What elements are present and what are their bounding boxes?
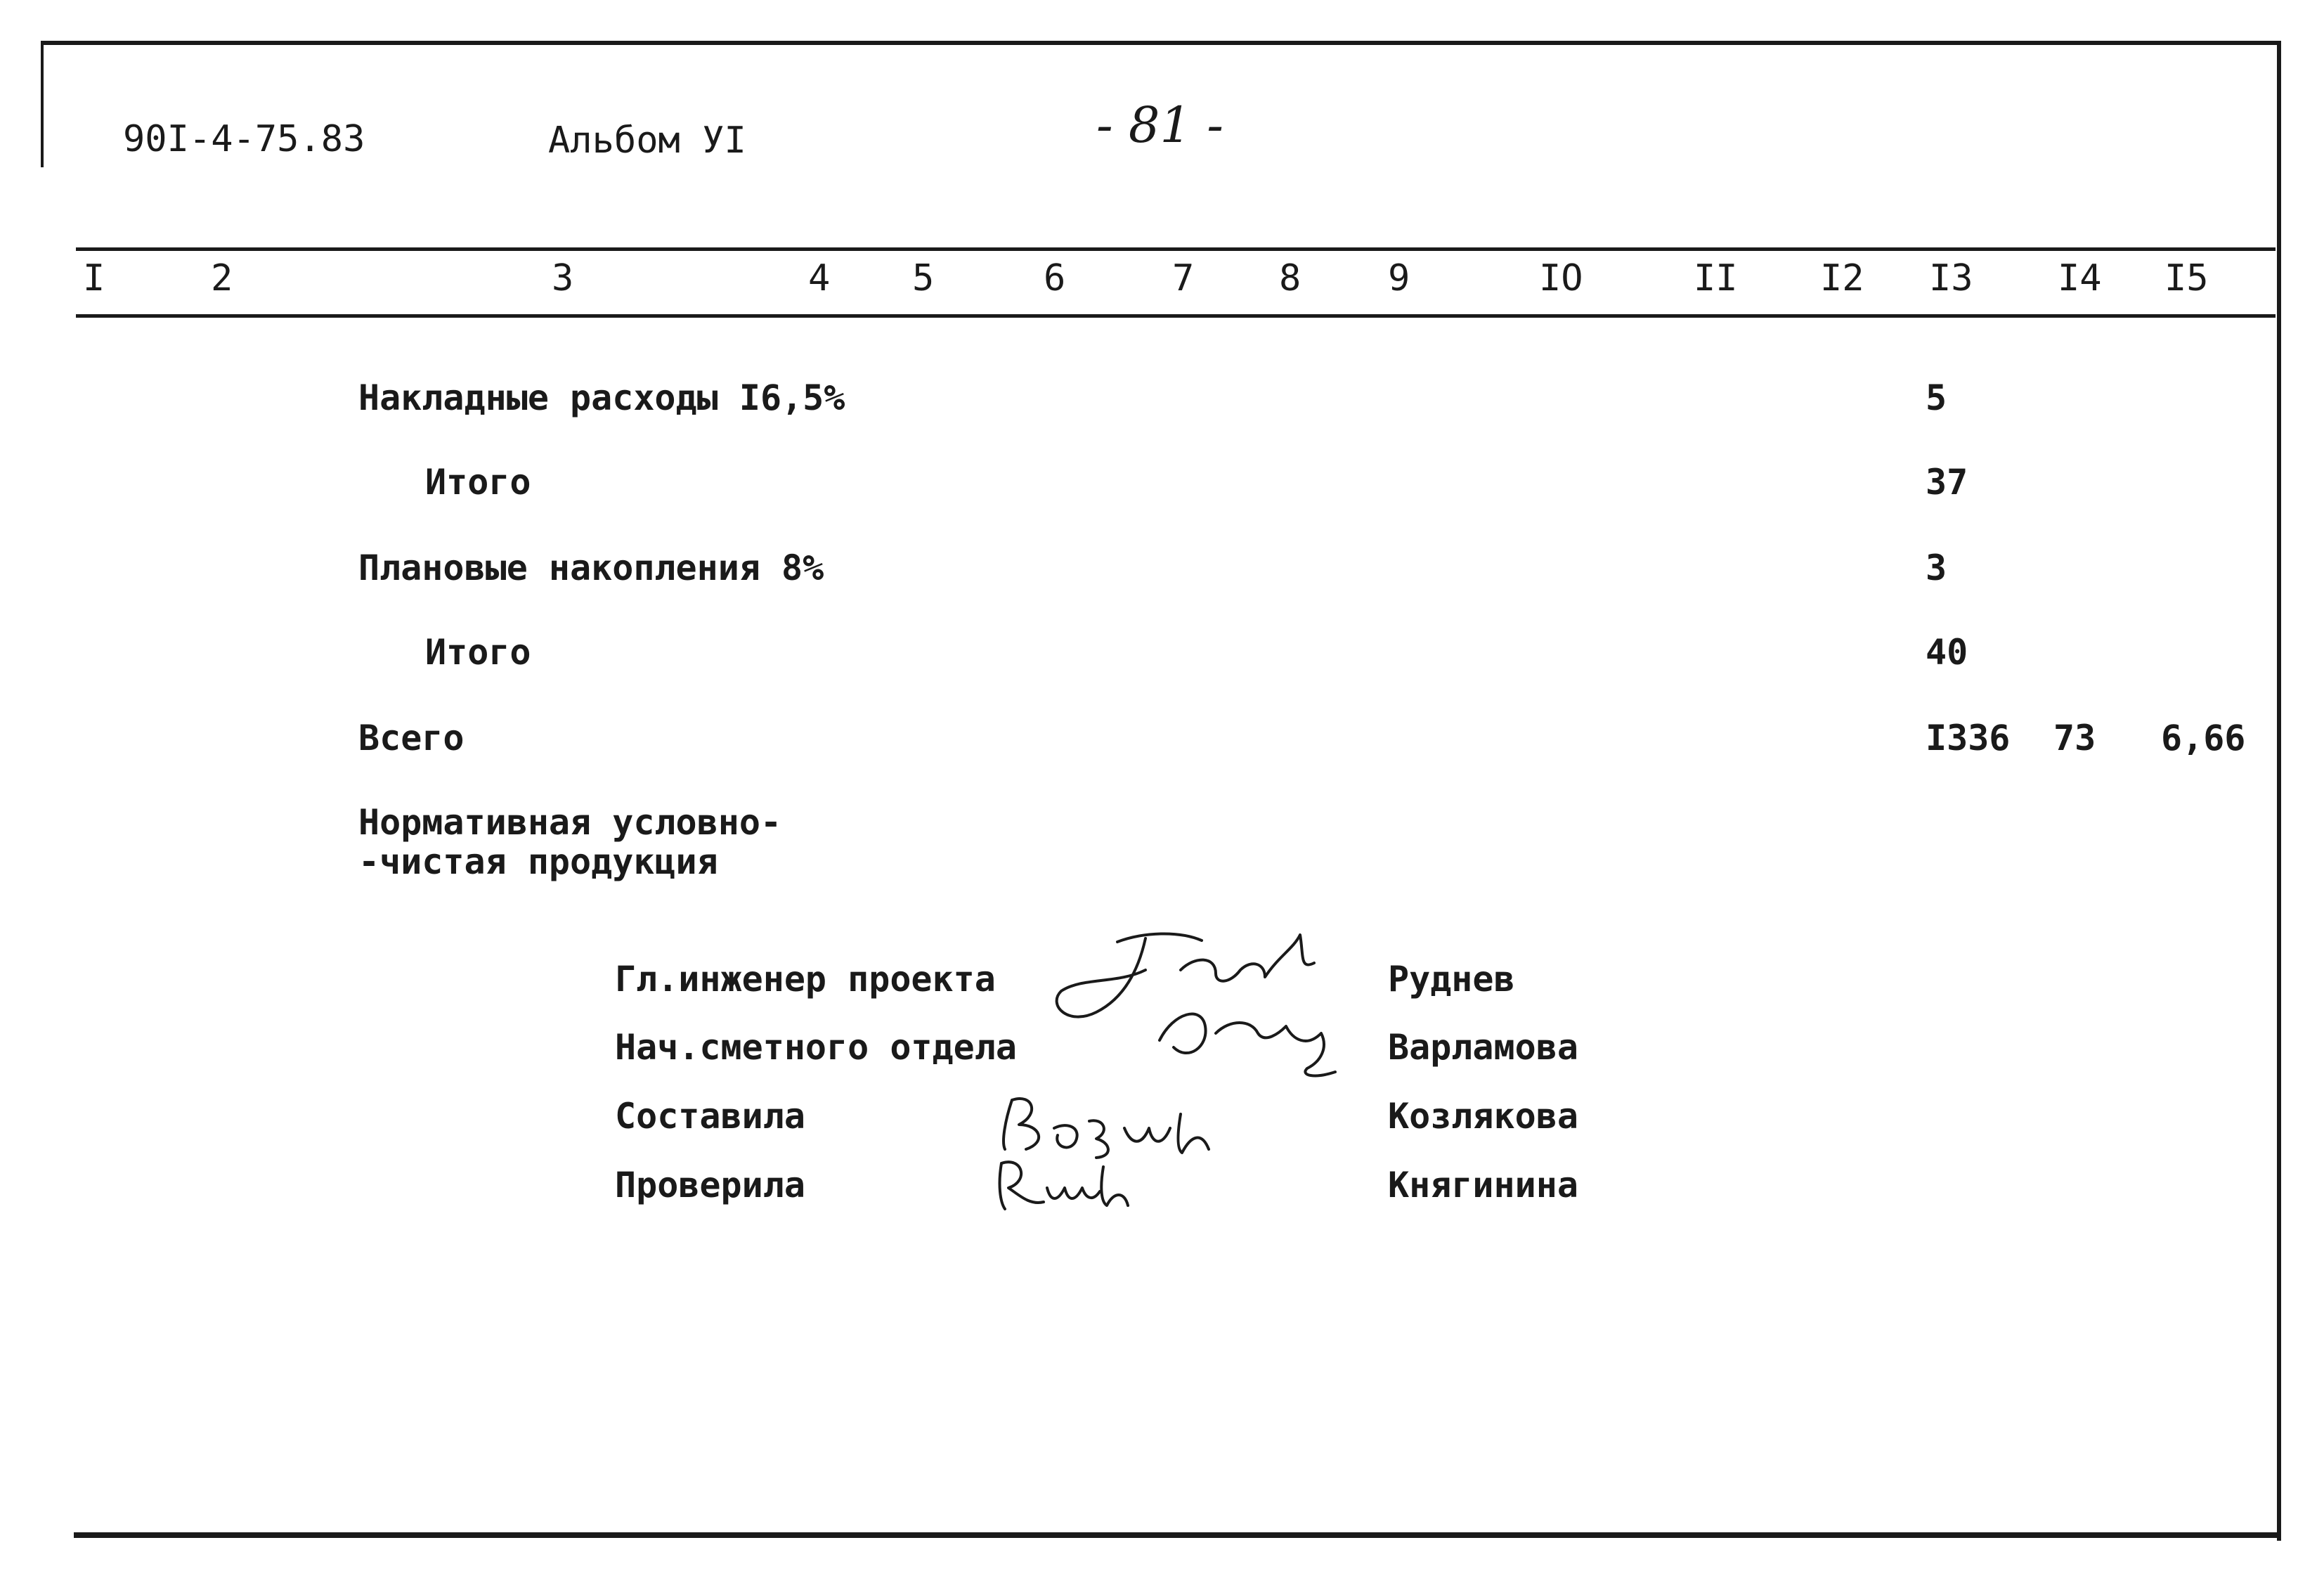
frame-bottom-border xyxy=(74,1532,2281,1538)
column-number: I3 xyxy=(1929,257,1973,299)
row-label: Плановые накопления 8% xyxy=(358,548,824,588)
column-number: IO xyxy=(1539,257,1583,299)
cell-col14: 73 xyxy=(2053,718,2096,758)
column-number: I xyxy=(83,257,105,299)
cell-col13: 5 xyxy=(1926,377,1947,418)
signature-name: Варламова xyxy=(1388,1027,1578,1068)
signature-role: Проверила xyxy=(615,1165,805,1205)
signature-role: Нач.сметного отдела xyxy=(615,1027,1017,1068)
column-number: I2 xyxy=(1820,257,1864,299)
column-number: 4 xyxy=(808,257,831,299)
column-number: 2 xyxy=(211,257,233,299)
column-number: 8 xyxy=(1279,257,1301,299)
album-label: Альбом УI xyxy=(548,119,746,162)
signature-role: Составила xyxy=(615,1096,805,1137)
column-number: 9 xyxy=(1388,257,1410,299)
column-number: 5 xyxy=(912,257,935,299)
column-number: 3 xyxy=(552,257,574,299)
column-number: 6 xyxy=(1044,257,1066,299)
cell-col13: 3 xyxy=(1926,548,1947,588)
row-label-line1: Нормативная условно- xyxy=(358,802,782,843)
row-label: Итого xyxy=(425,462,531,503)
document-code: 90I-4-75.83 xyxy=(123,118,365,160)
handwritten-signature-2 xyxy=(991,1079,1230,1163)
row-label-line2: -чистая продукция xyxy=(358,841,718,882)
cell-col13: I336 xyxy=(1926,718,2011,758)
signature-name: Руднев xyxy=(1388,959,1515,1000)
frame-top-border xyxy=(41,41,2281,45)
cell-col13: 37 xyxy=(1926,462,1968,503)
row-label: Всего xyxy=(358,718,465,758)
handwritten-signature-3 xyxy=(987,1153,1142,1216)
page-number: - 81 - xyxy=(1096,96,1223,154)
column-number: 7 xyxy=(1172,257,1195,299)
cell-col13: 40 xyxy=(1926,632,1968,673)
cell-col15: 6,66 xyxy=(2161,718,2246,758)
signature-role: Гл.инженер проекта xyxy=(615,959,996,1000)
column-header-bottom-rule xyxy=(76,314,2276,318)
column-header-top-rule xyxy=(76,247,2276,251)
column-number: I5 xyxy=(2164,257,2209,299)
signature-name: Княгинина xyxy=(1388,1165,1578,1205)
row-label: Итого xyxy=(425,632,531,673)
column-number: II xyxy=(1694,257,1738,299)
frame-left-border xyxy=(41,41,44,167)
row-label: Накладные расходы I6,5% xyxy=(358,377,845,418)
frame-right-border xyxy=(2277,41,2281,1541)
column-number: I4 xyxy=(2058,257,2102,299)
signature-name: Козлякова xyxy=(1388,1096,1578,1137)
